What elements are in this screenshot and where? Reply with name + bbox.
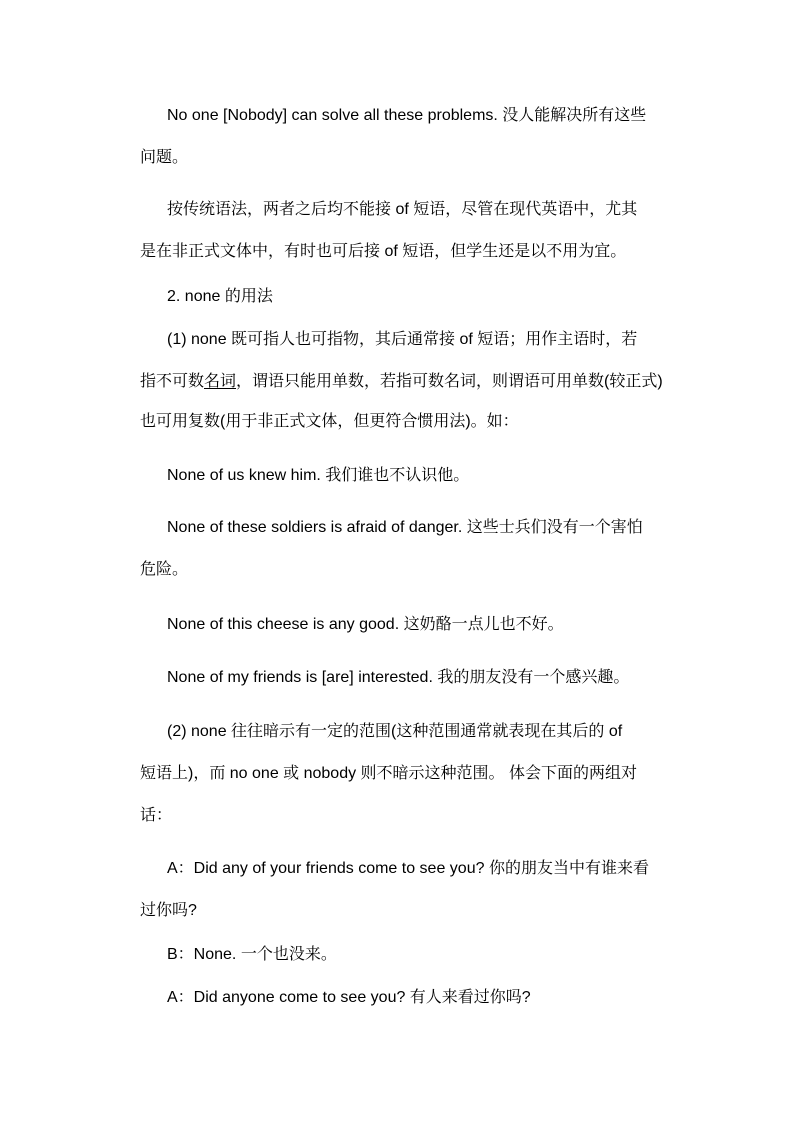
text-line: 危险。 <box>140 561 189 578</box>
example-sentence: None of this cheese is any good. 这奶酪一点儿也不好。 <box>167 616 564 633</box>
example-sentence: None of my friends is [are] interested. 我的朋友没有一个感兴趣。 <box>167 669 630 686</box>
text-line: 短语上)，而 no one 或 nobody 则不暗示这种范围。 体会下面的两组对 <box>140 765 637 782</box>
text-line: 按传统语法，两者之后均不能接 of 短语，尽管在现代英语中，尤其 <box>167 201 638 218</box>
example-sentence: None of us knew him. 我们谁也不认识他。 <box>167 467 470 484</box>
text-segment: ，谓语只能用单数，若指可数名词，则谓语可用单数(较正式) <box>236 373 663 390</box>
text-segment: 指不可数 <box>140 373 205 390</box>
text-line: 问题。 <box>140 149 189 166</box>
underlined-term: 名词 <box>204 373 237 390</box>
dialogue-line: 过你吗? <box>140 902 197 919</box>
section-heading: 2. none 的用法 <box>167 288 273 305</box>
dialogue-line: A：Did anyone come to see you? 有人来看过你吗? <box>167 989 531 1006</box>
example-sentence: No one [Nobody] can solve all these problems. 没人能解决所有这些 <box>167 107 647 124</box>
text-line <box>140 372 663 392</box>
text-line: 也可用复数(用于非正式文体，但更符合惯用法)。如： <box>140 413 519 430</box>
dialogue-line: A：Did any of your friends come to see you? 你的朋友当中有谁来看 <box>167 860 649 877</box>
text-line: (1) none 既可指人也可指物，其后通常接 of 短语；用作主语时，若 <box>167 331 638 348</box>
example-sentence: None of these soldiers is afraid of danger. 这些士兵们没有一个害怕 <box>167 519 643 536</box>
text-line: (2) none 往往暗示有一定的范围(这种范围通常就表现在其后的 of <box>167 723 623 740</box>
text-line: 是在非正式文体中，有时也可后接 of 短语，但学生还是以不用为宜。 <box>140 243 627 260</box>
dialogue-line: B：None. 一个也没来。 <box>167 946 337 963</box>
text-line: 话： <box>140 807 173 824</box>
